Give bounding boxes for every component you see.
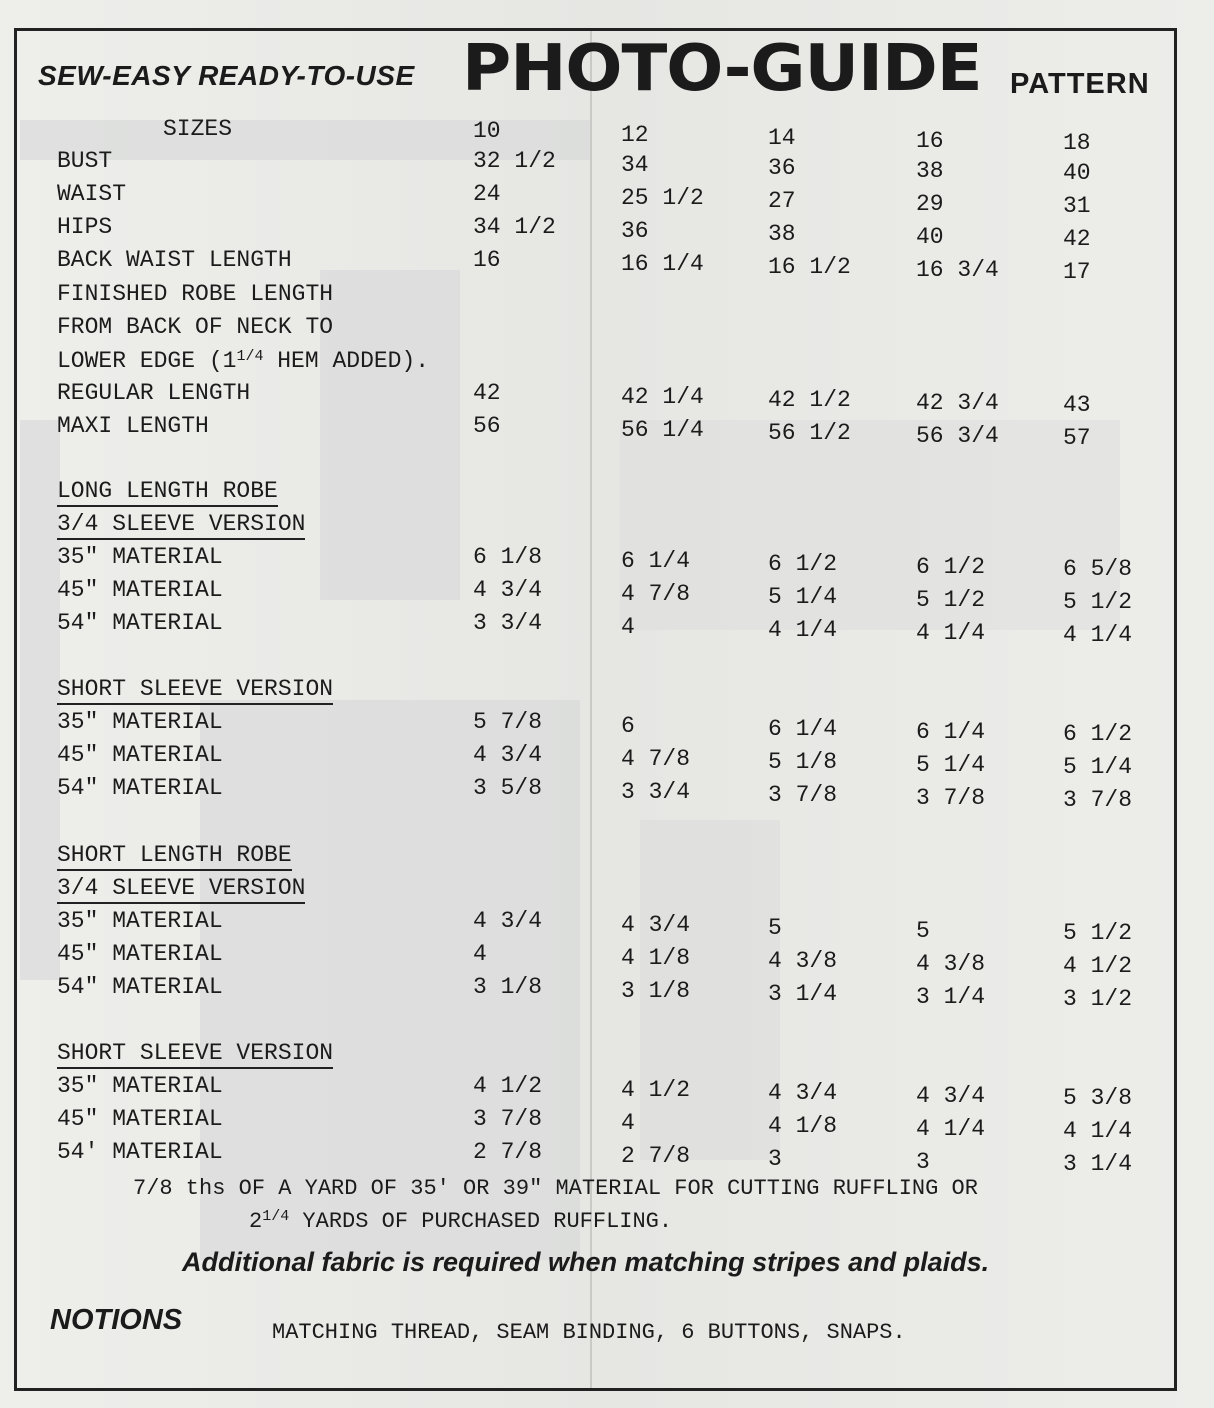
section-heading: SHORT SLEEVE VERSION xyxy=(57,1042,333,1069)
cell-value: 40 xyxy=(1063,160,1091,186)
cell-value: 36 xyxy=(768,155,796,181)
size-header: 10 xyxy=(473,118,501,144)
cell-value: 4 1/2 xyxy=(1063,953,1133,979)
cell-value: 4 xyxy=(473,941,487,967)
robe-length-text: LOWER EDGE (1 xyxy=(57,348,237,374)
cell-value: 5 1/4 xyxy=(768,584,838,610)
cell-value: 29 xyxy=(916,191,944,217)
cell-value: 5 7/8 xyxy=(473,709,543,735)
cell-value: 4 3/8 xyxy=(768,948,838,974)
row-label: 35" MATERIAL xyxy=(57,1073,223,1099)
row-label: 54" MATERIAL xyxy=(57,610,223,636)
ruffling-text: YARDS OF PURCHASED RUFFLING. xyxy=(289,1209,673,1234)
cell-value: 32 1/2 xyxy=(473,148,556,174)
cell-value: 5 1/4 xyxy=(916,752,986,778)
cell-value: 42 xyxy=(1063,226,1091,252)
header-pattern: PATTERN xyxy=(1010,68,1150,100)
cell-value: 4 1/4 xyxy=(916,620,986,646)
cell-value: 3 7/8 xyxy=(473,1106,543,1132)
cell-value: 5 3/8 xyxy=(1063,1085,1133,1111)
cell-value: 5 1/2 xyxy=(1063,920,1133,946)
cell-value: 4 1/4 xyxy=(1063,622,1133,648)
cell-value: 3 7/8 xyxy=(1063,787,1133,813)
cell-value: 31 xyxy=(1063,193,1091,219)
row-label: 35" MATERIAL xyxy=(57,544,223,570)
ruffling-note-line1: 7/8 ths OF A YARD OF 35' OR 39" MATERIAL FOR CUTTING RUFFLING OR xyxy=(133,1176,978,1201)
cell-value: 56 1/4 xyxy=(621,417,704,443)
cell-value: 38 xyxy=(916,158,944,184)
row-label: 54" MATERIAL xyxy=(57,974,223,1000)
cell-value: 4 3/4 xyxy=(768,1080,838,1106)
cell-value: 3 3/4 xyxy=(473,610,543,636)
cell-value: 38 xyxy=(768,221,796,247)
cell-value: 5 1/2 xyxy=(1063,589,1133,615)
cell-value: 4 xyxy=(621,1110,635,1136)
cell-value: 4 1/2 xyxy=(621,1077,691,1103)
notions-text: MATCHING THREAD, SEAM BINDING, 6 BUTTONS, SNAPS. xyxy=(272,1320,906,1345)
cell-value: 6 1/2 xyxy=(768,551,838,577)
row-label: 35" MATERIAL xyxy=(57,908,223,934)
cell-value: 3 1/4 xyxy=(768,981,838,1007)
cell-value: 4 7/8 xyxy=(621,581,691,607)
section-heading: 3/4 SLEEVE VERSION xyxy=(57,513,305,540)
size-header: 18 xyxy=(1063,130,1091,156)
cell-value: 6 1/2 xyxy=(1063,721,1133,747)
row-label: HIPS xyxy=(57,214,113,240)
cell-value: 3 xyxy=(768,1146,782,1172)
cell-value: 4 1/2 xyxy=(473,1073,543,1099)
cell-value: 3 3/4 xyxy=(621,779,691,805)
cell-value: 16 1/2 xyxy=(768,254,851,280)
robe-length-line: FROM BACK OF NECK TO xyxy=(57,314,334,340)
cell-value: 43 xyxy=(1063,392,1091,418)
header xyxy=(38,34,1158,104)
cell-value: 6 5/8 xyxy=(1063,556,1133,582)
cell-value: 4 3/8 xyxy=(916,951,986,977)
header-brand: SEW-EASY READY-TO-USE xyxy=(38,60,415,91)
cell-value: 6 1/4 xyxy=(768,716,838,742)
row-label: 45" MATERIAL xyxy=(57,1106,223,1132)
header-title: PHOTO-GUIDE xyxy=(462,32,982,106)
section-heading: 3/4 SLEEVE VERSION xyxy=(57,877,305,904)
cell-value: 6 xyxy=(621,713,635,739)
ruffling-fraction: 1/4 xyxy=(262,1208,290,1225)
cell-value: 3 7/8 xyxy=(768,782,838,808)
notions-label: NOTIONS xyxy=(50,1304,183,1336)
cell-value: 4 1/8 xyxy=(621,945,691,971)
cell-value: 40 xyxy=(916,224,944,250)
cell-value: 42 1/2 xyxy=(768,387,851,413)
size-header: 16 xyxy=(916,128,944,154)
cell-value: 3 7/8 xyxy=(916,785,986,811)
cell-value: 36 xyxy=(621,218,649,244)
cell-value: 3 1/2 xyxy=(1063,986,1133,1012)
cell-value: 24 xyxy=(473,181,501,207)
cell-value: 16 xyxy=(473,247,501,273)
cell-value: 5 1/4 xyxy=(1063,754,1133,780)
cell-value: 4 1/8 xyxy=(768,1113,838,1139)
cell-value: 16 3/4 xyxy=(916,257,999,283)
ruffling-whole: 2 xyxy=(249,1209,263,1234)
row-label: BUST xyxy=(57,148,113,174)
cell-value: 4 3/4 xyxy=(473,742,543,768)
size-header: 12 xyxy=(621,122,649,148)
robe-length-fraction: 1/4 xyxy=(236,348,264,365)
cell-value: 56 1/2 xyxy=(768,420,851,446)
cell-value: 34 xyxy=(621,152,649,178)
cell-value: 4 3/4 xyxy=(473,908,543,934)
row-label: MAXI LENGTH xyxy=(57,413,209,439)
robe-length-text: HEM ADDED). xyxy=(263,348,430,374)
cell-value: 4 3/4 xyxy=(621,912,691,938)
cell-value: 4 3/4 xyxy=(473,577,543,603)
cell-value: 56 3/4 xyxy=(916,423,999,449)
cell-value: 5 xyxy=(916,918,930,944)
row-label: REGULAR LENGTH xyxy=(57,380,251,406)
cell-value: 17 xyxy=(1063,259,1091,285)
sizes-label: SIZES xyxy=(163,116,233,142)
cell-value: 6 1/4 xyxy=(621,548,691,574)
cell-value: 25 1/2 xyxy=(621,185,704,211)
cell-value: 6 1/2 xyxy=(916,554,986,580)
row-label: 45" MATERIAL xyxy=(57,941,223,967)
cell-value: 5 1/8 xyxy=(768,749,838,775)
row-label: BACK WAIST LENGTH xyxy=(57,247,292,273)
row-label: 45" MATERIAL xyxy=(57,742,223,768)
cell-value: 16 1/4 xyxy=(621,251,704,277)
row-label: 45" MATERIAL xyxy=(57,577,223,603)
cell-value: 4 3/4 xyxy=(916,1083,986,1109)
cell-value: 4 1/4 xyxy=(916,1116,986,1142)
cell-value: 4 1/4 xyxy=(768,617,838,643)
robe-length-line: FINISHED ROBE LENGTH xyxy=(57,281,334,307)
row-label: 54' MATERIAL xyxy=(57,1139,223,1165)
cell-value: 4 xyxy=(621,614,635,640)
cell-value: 3 5/8 xyxy=(473,775,543,801)
cell-value: 56 xyxy=(473,413,501,439)
additional-fabric-note: Additional fabric is required when matching stripes and plaids. xyxy=(182,1247,990,1277)
section-heading: LONG LENGTH ROBE xyxy=(57,480,278,507)
cell-value: 3 xyxy=(916,1149,930,1175)
cell-value: 3 1/8 xyxy=(621,978,691,1004)
cell-value: 42 xyxy=(473,380,501,406)
cell-value: 2 7/8 xyxy=(473,1139,543,1165)
cell-value: 5 1/2 xyxy=(916,587,986,613)
cell-value: 6 1/4 xyxy=(916,719,986,745)
cell-value: 3 1/4 xyxy=(916,984,986,1010)
section-heading: SHORT SLEEVE VERSION xyxy=(57,678,333,705)
cell-value: 2 7/8 xyxy=(621,1143,691,1169)
row-label: 54" MATERIAL xyxy=(57,775,223,801)
cell-value: 27 xyxy=(768,188,796,214)
cell-value: 6 1/8 xyxy=(473,544,543,570)
cell-value: 42 3/4 xyxy=(916,390,999,416)
size-header: 14 xyxy=(768,125,796,151)
cell-value: 42 1/4 xyxy=(621,384,704,410)
cell-value: 57 xyxy=(1063,425,1091,451)
cell-value: 5 xyxy=(768,915,782,941)
cell-value: 34 1/2 xyxy=(473,214,556,240)
cell-value: 3 1/4 xyxy=(1063,1151,1133,1177)
row-label: 35" MATERIAL xyxy=(57,709,223,735)
cell-value: 3 1/8 xyxy=(473,974,543,1000)
cell-value: 4 1/4 xyxy=(1063,1118,1133,1144)
section-heading: SHORT LENGTH ROBE xyxy=(57,844,292,871)
cell-value: 4 7/8 xyxy=(621,746,691,772)
row-label: WAIST xyxy=(57,181,127,207)
ruffling-note-line2 xyxy=(249,1208,672,1234)
robe-length-line xyxy=(57,349,429,373)
